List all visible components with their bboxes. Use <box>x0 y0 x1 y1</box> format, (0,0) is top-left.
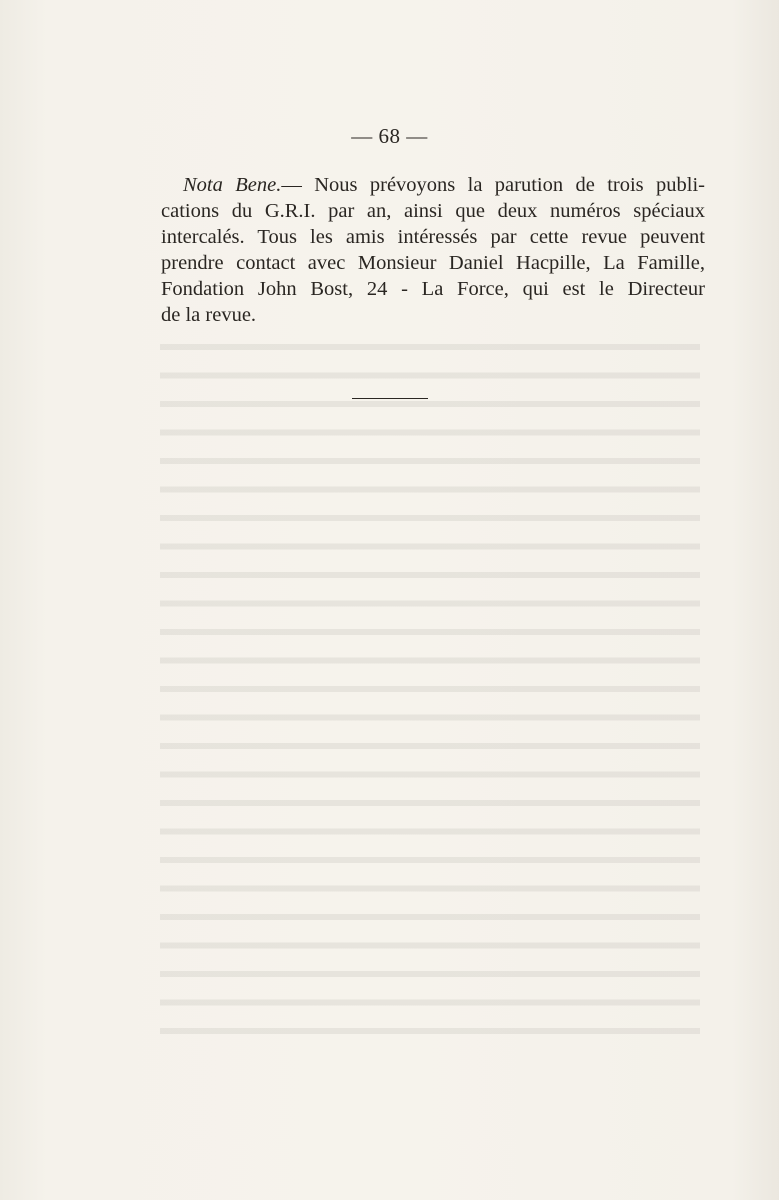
note-line-2: cations du G.R.I. par an, ainsi que deux numéros spéciaux <box>161 200 705 222</box>
page-number: — 68 — <box>351 124 428 148</box>
nota-bene-label: Nota Bene. <box>183 174 282 196</box>
section-divider <box>352 398 428 399</box>
show-through-text <box>160 330 700 1050</box>
note-line-3: intercalés. Tous les amis intéressés par cette revue peuvent <box>161 226 705 248</box>
nota-bene-paragraph <box>161 172 705 328</box>
note-text-1: Nous prévoyons la parution de trois publi- <box>301 174 706 196</box>
note-line-5: Fondation John Bost, 24 - La Force, qui est le Directeur <box>161 278 705 300</box>
note-line-1 <box>161 172 705 198</box>
note-line-4: prendre contact avec Monsieur Daniel Hacpille, La Famille, <box>161 252 705 274</box>
nota-bene-dash: — <box>281 174 302 196</box>
note-line-6: de la revue. <box>161 304 257 326</box>
